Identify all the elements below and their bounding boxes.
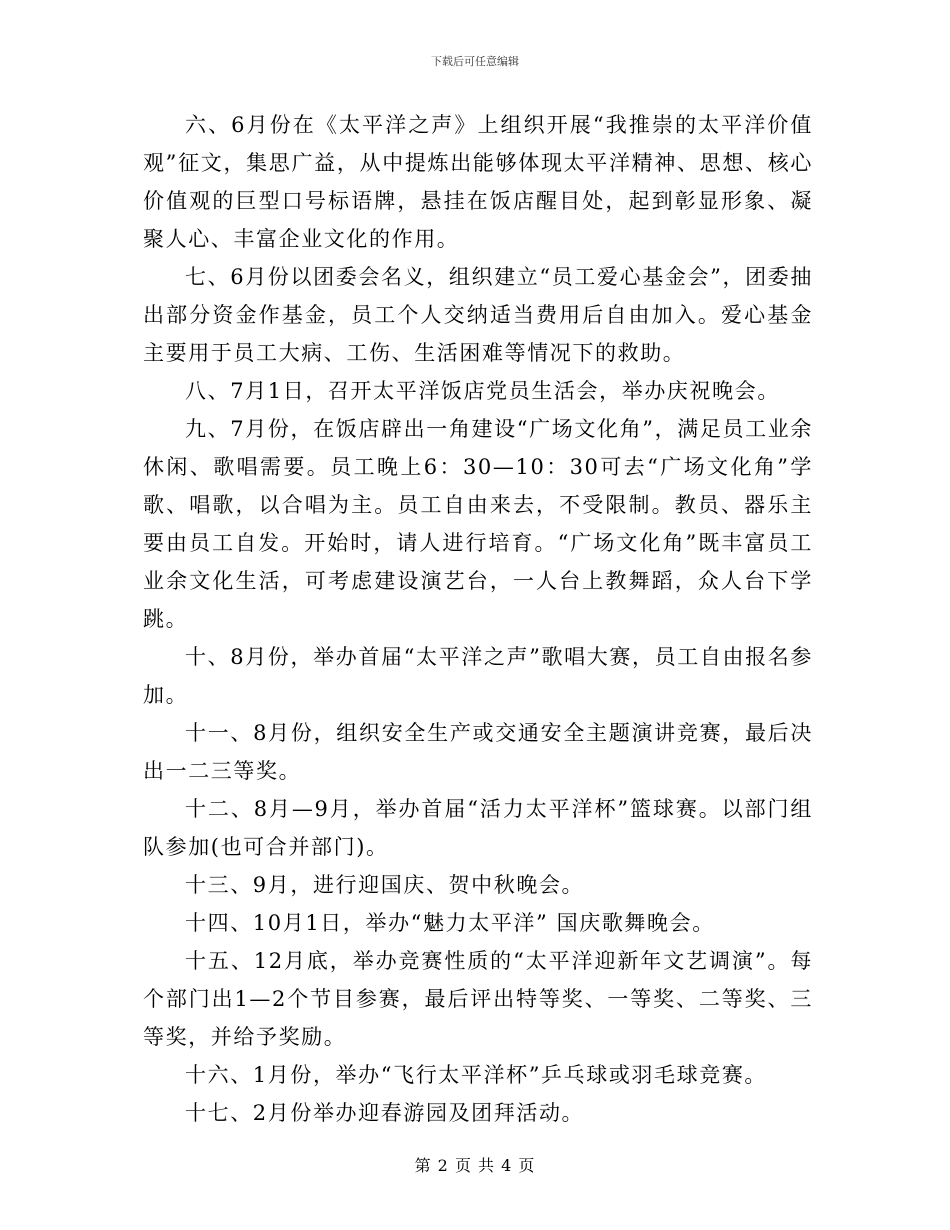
paragraph-17: 十七、2月份举办迎春游园及团拜活动。 — [185, 1101, 585, 1125]
paragraph-10: 十、8月份，举办首届“太平洋之声”歌唱大赛，员工自由报名参加。 — [143, 645, 813, 707]
document-body — [143, 106, 813, 1132]
paragraph-13: 十三、9月，进行迎国庆、贺中秋晚会。 — [185, 873, 585, 897]
paragraph-11: 十一、8月份，组织安全生产或交通安全主题演讲竞赛，最后决出一二三等奖。 — [143, 721, 813, 783]
paragraph-12: 十二、8月—9月，举办首届“活力太平洋杯”篮球赛。以部门组队参加(也可合并部门)。 — [143, 797, 813, 859]
paragraph-15: 十五、12月底，举办竞赛性质的“太平洋迎新年文艺调演”。每个部门出1—2个节目参赛，最后评出特等奖、一等奖、二等奖、三等奖，并给予奖励。 — [143, 949, 813, 1049]
header-note: 下载后可任意编辑 — [431, 55, 519, 68]
paragraph-8: 八、7月1日，召开太平洋饭店党员生活会，举办庆祝晚会。 — [185, 379, 780, 403]
paragraph-6: 六、6月份在《太平洋之声》上组织开展“我推崇的太平洋价值观”征文，集思广益，从中提炼出能够体现太平洋精神、思想、核心价值观的巨型口号标语牌，悬挂在饭店醒目处，起到彰显形象、凝聚人心、丰富企业文化的作用。 — [143, 113, 813, 251]
page-footer — [0, 1153, 950, 1176]
paragraph-14: 十四、10月1日，举办“魅力太平洋” 国庆歌舞晚会。 — [185, 911, 715, 935]
paragraph-9: 九、7月份，在饭店辟出一角建设“广场文化角”，满足员工业余休闲、歌唱需要。员工晚上6：30—10：30可去“广场文化角”学歌、唱歌，以合唱为主。员工自由来去，不受限制。教员、器乐主要由员工自发。开始时，请人进行培育。“广场文化角”既丰富员工业余文化生活，可考虑建设演艺台，一人台上教舞蹈，众人台下学跳。 — [143, 417, 813, 631]
page-number-label: 第 2 页 共 4 页 — [414, 1156, 536, 1175]
paragraph-7: 七、6月份以团委会名义，组织建立“员工爱心基金会”，团委抽出部分资金作基金，员工个人交纳适当费用后自由加入。爱心基金主要用于员工大病、工伤、生活困难等情况下的救助。 — [143, 265, 813, 365]
paragraph-16: 十六、1月份，举办“飞行太平洋杯”乒乓球或羽毛球竞赛。 — [185, 1063, 768, 1087]
